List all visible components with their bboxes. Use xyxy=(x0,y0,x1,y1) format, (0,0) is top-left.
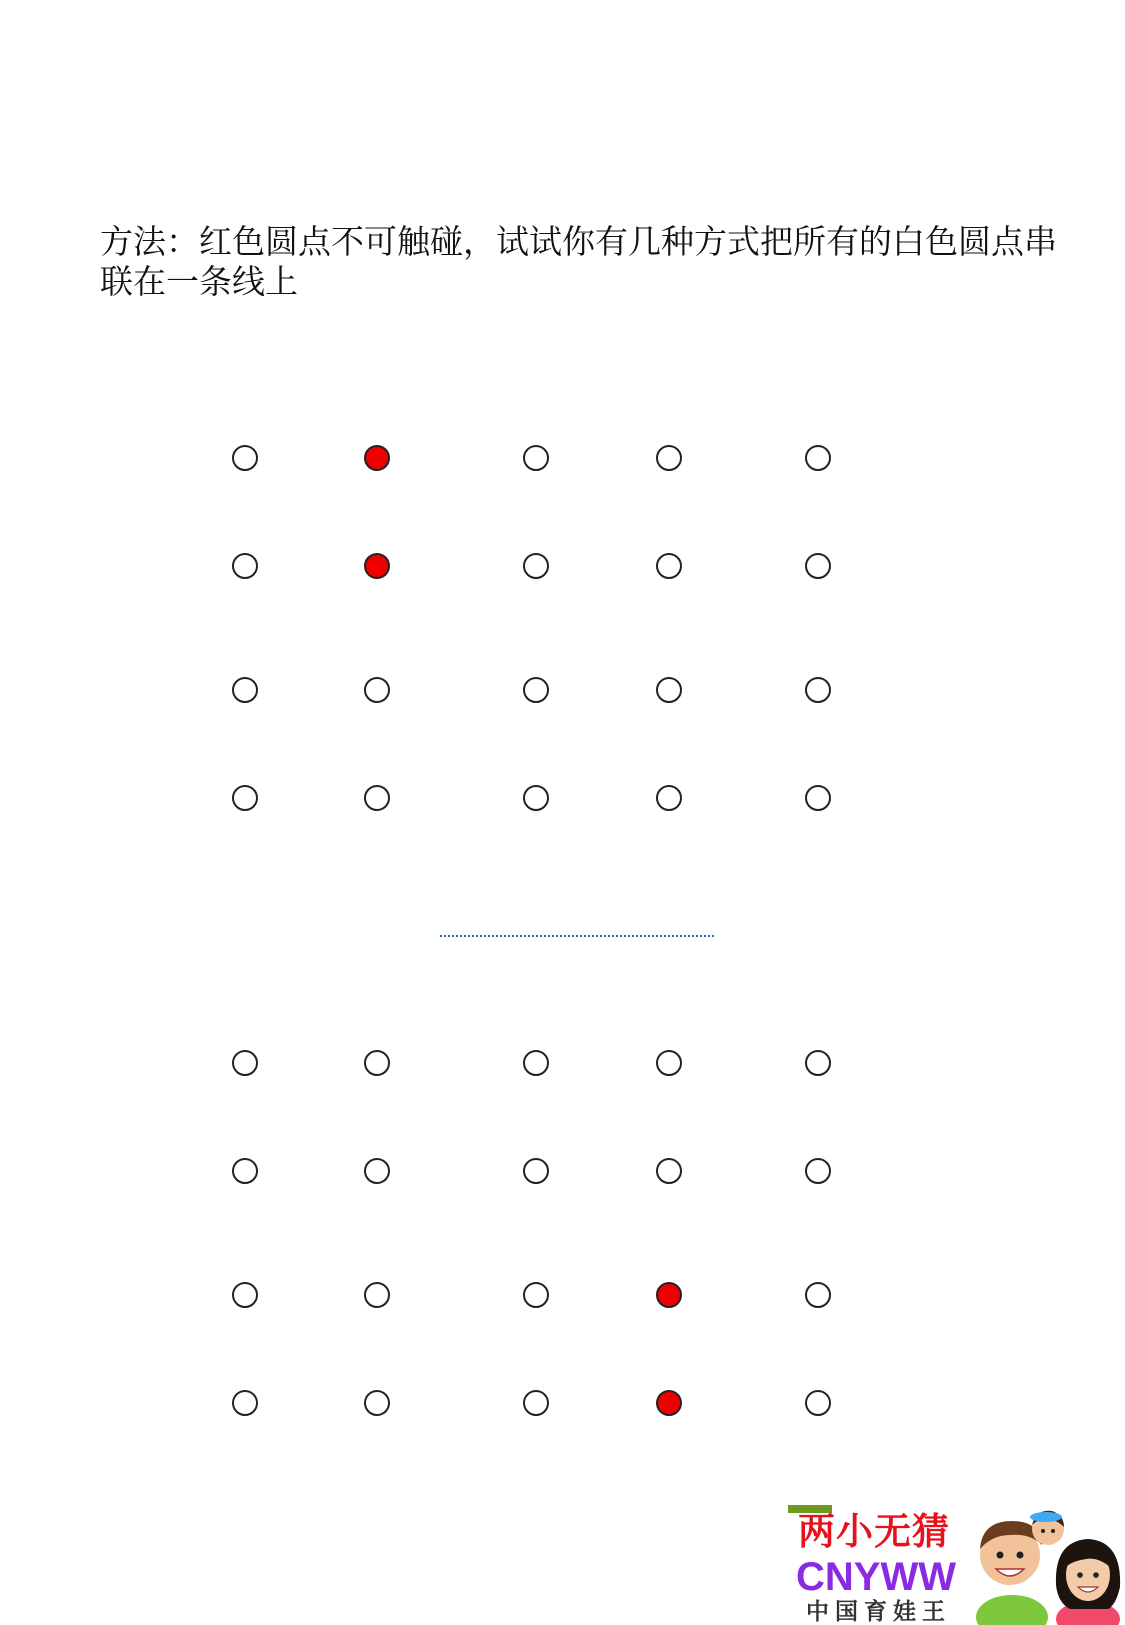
white-dot xyxy=(805,1282,831,1308)
white-dot xyxy=(364,1282,390,1308)
logo-chinese-name: 两小无猜 xyxy=(798,1510,950,1553)
divider-line xyxy=(440,935,714,937)
white-dot xyxy=(232,1050,258,1076)
white-dot xyxy=(656,445,682,471)
logo-english-name: CNYWW xyxy=(796,1555,956,1599)
red-dot xyxy=(364,553,390,579)
white-dot xyxy=(523,1050,549,1076)
white-dot xyxy=(232,1158,258,1184)
white-dot xyxy=(364,1158,390,1184)
white-dot xyxy=(805,553,831,579)
white-dot xyxy=(232,553,258,579)
instructions-text: 方法：红色圆点不可触碰，试试你有几种方式把所有的白色圆点串联在一条线上 xyxy=(100,222,1057,301)
white-dot xyxy=(364,677,390,703)
dot-grid-top xyxy=(0,450,1125,830)
white-dot xyxy=(232,1282,258,1308)
white-dot xyxy=(232,785,258,811)
white-dot xyxy=(656,1050,682,1076)
red-dot xyxy=(364,445,390,471)
white-dot xyxy=(364,785,390,811)
white-dot xyxy=(523,1158,549,1184)
red-dot xyxy=(656,1282,682,1308)
white-dot xyxy=(656,553,682,579)
white-dot xyxy=(656,785,682,811)
white-dot xyxy=(523,785,549,811)
white-dot xyxy=(805,1390,831,1416)
white-dot xyxy=(805,1050,831,1076)
white-dot xyxy=(523,677,549,703)
white-dot xyxy=(805,1158,831,1184)
white-dot xyxy=(232,445,258,471)
white-dot xyxy=(805,445,831,471)
white-dot xyxy=(656,677,682,703)
white-dot xyxy=(364,1390,390,1416)
logo-subtitle: 中国育娃王 xyxy=(806,1599,951,1625)
white-dot xyxy=(523,1282,549,1308)
white-dot xyxy=(232,677,258,703)
white-dot xyxy=(523,445,549,471)
white-dot xyxy=(364,1050,390,1076)
mascot-icon xyxy=(960,1505,1125,1625)
dot-grid-bottom xyxy=(0,1055,1125,1455)
brand-logo xyxy=(782,1505,1125,1625)
white-dot xyxy=(523,1390,549,1416)
white-dot xyxy=(805,785,831,811)
white-dot xyxy=(523,553,549,579)
white-dot xyxy=(232,1390,258,1416)
white-dot xyxy=(805,677,831,703)
white-dot xyxy=(656,1158,682,1184)
red-dot xyxy=(656,1390,682,1416)
